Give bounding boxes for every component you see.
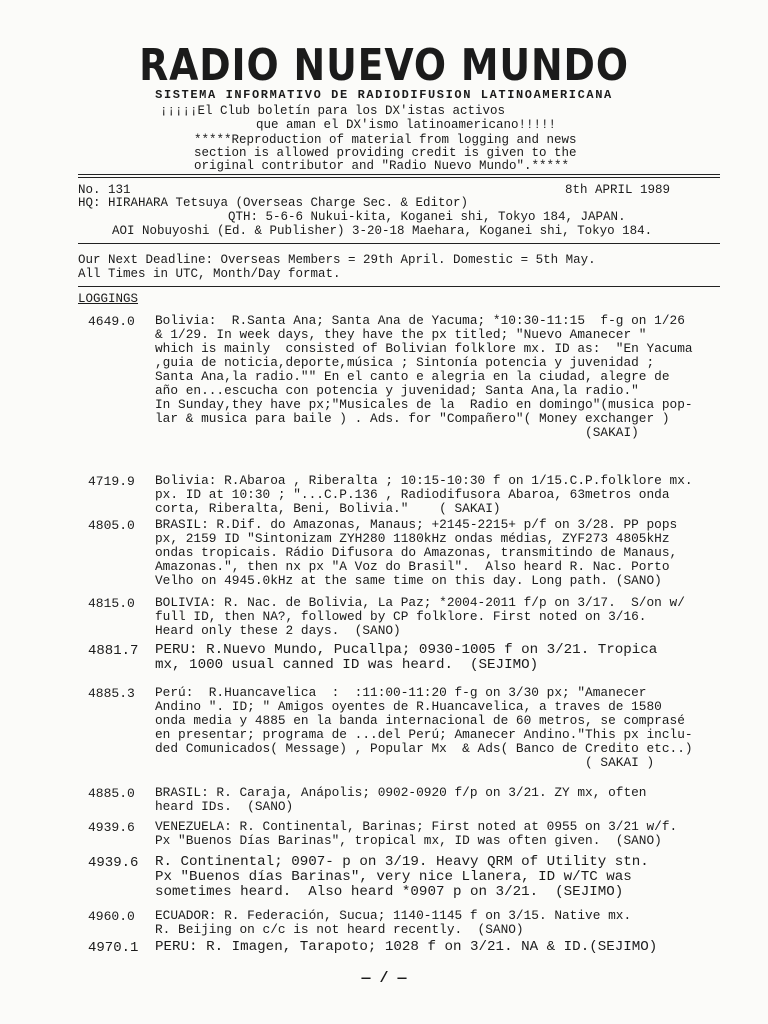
logging-line: full ID, then NA?, followed by CP folklore. First noted on 3/16.	[155, 609, 647, 624]
logging-line: R. Continental; 0907- p on 3/19. Heavy QRM of Utility stn.	[155, 854, 649, 870]
logging-line: heard IDs. (SANO)	[155, 799, 294, 814]
logging-frequency: 4960.0	[88, 909, 135, 924]
logging-line: Perú: R.Huancavelica : :11:00-11:20 f-g on 3/30 px; "Amanecer	[155, 685, 647, 700]
logging-line: onda media y 4885 en la banda internacional de 60 metros, se comprasé	[155, 713, 685, 728]
logging-line: PERU: R. Imagen, Tarapoto; 1028 f on 3/21. NA & ID.(SEJIMO)	[155, 939, 658, 955]
logging-line: en presentar; programa de ...del Perú; Amanecer Andino."This px inclu-	[155, 727, 693, 742]
logging-line: Velho on 4945.0kHz at the same time on this day. Long path. (SANO)	[155, 573, 662, 588]
logging-line: BOLIVIA: R. Nac. de Bolivia, La Paz; *2004-2011 f/p on 3/17. S/on w/	[155, 595, 685, 610]
logging-line: ( SAKAI )	[155, 755, 655, 770]
logging-line: Bolivia: R.Abaroa , Riberalta ; 10:15-10:30 f on 1/15.C.P.folklore mx.	[155, 473, 693, 488]
logging-entry	[155, 596, 685, 638]
logging-line: corta, Riberalta, Beni, Bolivia." ( SAKAI)	[155, 501, 501, 516]
notice-line-2: section is allowed providing credit is given to the	[194, 146, 577, 160]
logging-line: Px "Buenos Días Barinas", tropical mx, ID was often given. (SANO)	[155, 833, 662, 848]
logging-line: In Sunday,they have px;"Musicales de la Radio en domingo"(musica pop-	[155, 397, 693, 412]
logging-frequency: 4815.0	[88, 596, 135, 611]
logging-frequency: 4805.0	[88, 518, 135, 533]
logging-frequency: 4885.3	[88, 686, 135, 701]
logging-line: Andino ". ID; " Amigos oyentes de R.Huancavelica, a traves de 1580	[155, 699, 662, 714]
header-divider-bottom	[78, 177, 720, 178]
logging-frequency: 4970.1	[88, 940, 139, 956]
logging-entry	[155, 643, 657, 673]
logging-frequency: 4939.6	[88, 820, 135, 835]
logging-frequency: 4719.9	[88, 474, 135, 489]
logging-line: ECUADOR: R. Federación, Sucua; 1140-1145 f on 3/15. Native mx.	[155, 908, 632, 923]
logging-frequency: 4939.6	[88, 855, 139, 871]
info-divider	[78, 243, 720, 244]
publisher-line: AOI Nobuyoshi (Ed. & Publisher) 3-20-18 Maehara, Koganei shi, Tokyo 184.	[112, 224, 653, 238]
masthead-title: RADIO NUEVO MUNDO	[139, 40, 629, 91]
logging-line: PERU: R.Nuevo Mundo, Pucallpa; 0930-1005 f on 3/21. Tropica	[155, 642, 658, 658]
logging-line: sometimes heard. Also heard *0907 p on 3/21. (SEJIMO)	[155, 884, 624, 900]
issue-date: 8th APRIL 1989	[565, 183, 671, 197]
section-title-loggings: LOGGINGS	[78, 292, 139, 306]
notice-line-1: *****Reproduction of material from logging and news	[194, 133, 577, 147]
logging-line: ondas tropicais. Rádio Difusora do Amazonas, transmitindo de Manaus,	[155, 545, 678, 560]
logging-entry	[155, 314, 693, 440]
logging-line: Bolivia: R.Santa Ana; Santa Ana de Yacuma; *10:30-11:15 f-g on 1/26	[155, 313, 685, 328]
logging-entry	[155, 686, 693, 770]
logging-line: BRASIL: R. Caraja, Anápolis; 0902-0920 f/p on 3/21. ZY mx, often	[155, 785, 647, 800]
logging-line: Heard only these 2 days. (SANO)	[155, 623, 401, 638]
times-line: All Times in UTC, Month/Day format.	[78, 267, 341, 281]
masthead-subtitle: SISTEMA INFORMATIVO DE RADIODIFUSION LATINOAMERICANA	[155, 88, 613, 102]
notice-line-3: original contributor and "Radio Nuevo Mundo".*****	[194, 159, 570, 173]
logging-line: mx, 1000 usual canned ID was heard. (SEJIMO)	[155, 657, 539, 673]
issue-number: No. 131	[78, 183, 131, 197]
logging-line: Amazonas.", then nx px "A Voz do Brasil". Also heard R. Nac. Porto	[155, 559, 670, 574]
logging-line: ded Comunicados( Message) , Popular Mx & Ads( Banco de Credito etc..)	[155, 741, 693, 756]
header-divider-top	[78, 174, 720, 175]
logging-entry	[155, 855, 649, 900]
logging-line: px, 2159 ID "Sintonizam ZYH280 1180kHz ondas médias, ZYF273 4805kHz	[155, 531, 670, 546]
logging-line: (SAKAI)	[155, 425, 639, 440]
hq-line: HQ: HIRAHARA Tetsuya (Overseas Charge Sec. & Editor)	[78, 196, 469, 210]
logging-frequency: 4885.0	[88, 786, 135, 801]
logging-line: VENEZUELA: R. Continental, Barinas; First noted at 0955 on 3/21 w/f.	[155, 819, 678, 834]
slogan-line-2: que aman el DX'ismo latinoamericano!!!!!	[256, 118, 557, 132]
slogan-line-1: ¡¡¡¡¡El Club boletín para los DX'istas activos	[160, 104, 506, 118]
logging-entry	[155, 940, 657, 955]
logging-line: lar & musica para baile ) . Ads. for "Compañero"( Money exchanger )	[155, 411, 670, 426]
logging-line: Santa Ana,la radio."" En el canto e alegria en la ciudad, alegre de	[155, 369, 670, 384]
deadline-line: Our Next Deadline: Overseas Members = 29th April. Domestic = 5th May.	[78, 253, 596, 267]
loggings-divider	[78, 286, 720, 287]
logging-line: ,guia de noticia,deporte,música ; Sintonía potencia y juvenidad ;	[155, 355, 655, 370]
logging-entry	[155, 820, 677, 848]
logging-line: & 1/29. In week days, they have the px titled; "Nuevo Amanecer "	[155, 327, 647, 342]
logging-line: R. Beijing on c/c is not heard recently. (SANO)	[155, 922, 524, 937]
logging-line: Px "Buenos días Barinas", very nice Llanera, ID w/TC was	[155, 869, 632, 885]
logging-line: px. ID at 10:30 ; "...C.P.136 , Radiodifusora Abaroa, 63metros onda	[155, 487, 670, 502]
logging-entry	[155, 786, 646, 814]
qth-line: QTH: 5-6-6 Nukui-kita, Koganei shi, Tokyo 184, JAPAN.	[228, 210, 626, 224]
logging-entry	[155, 474, 693, 516]
logging-frequency: 4649.0	[88, 314, 135, 329]
logging-entry	[155, 909, 631, 937]
logging-line: BRASIL: R.Dif. do Amazonas, Manaus; +2145-2215+ p/f on 3/28. PP pops	[155, 517, 678, 532]
logging-frequency: 4881.7	[88, 643, 139, 659]
page-number: — / —	[361, 970, 407, 987]
logging-line: which is mainly consisted of Bolivian folklore mx. ID as: "En Yacuma	[155, 341, 693, 356]
logging-line: año en...escucha con potencia y juvenidad; Santa Ana,la radio."	[155, 383, 639, 398]
logging-entry	[155, 518, 677, 588]
